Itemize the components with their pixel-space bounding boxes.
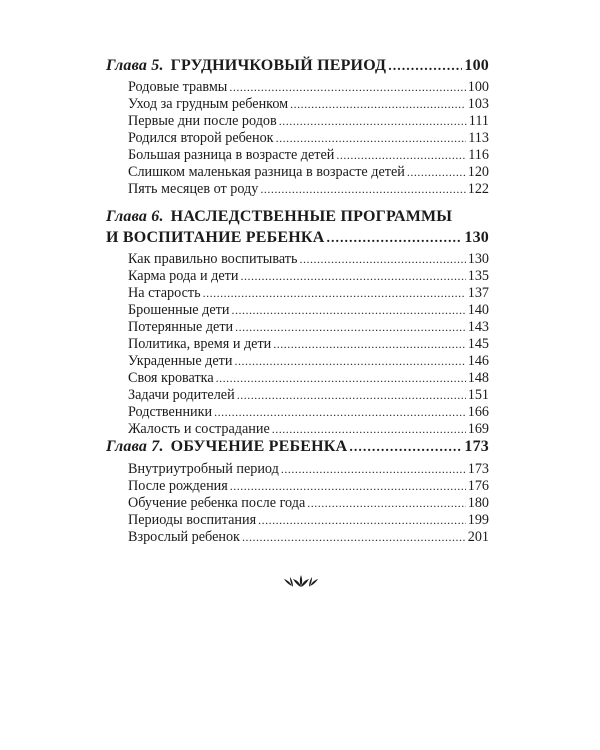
dot-leader — [299, 251, 465, 268]
toc-entry — [128, 370, 489, 387]
dot-leader — [203, 285, 466, 302]
chapter-label: Глава 6. — [106, 208, 164, 225]
entry-title: Потерянные дети — [128, 319, 234, 335]
chapter-title-line2: И ВОСПИТАНИЕ РЕБЕНКА — [106, 229, 325, 246]
entry-page-number: 143 — [467, 319, 489, 335]
toc-entry — [128, 147, 489, 164]
entry-title: Взрослый ребенок — [128, 529, 240, 545]
entry-page-number: 130 — [467, 251, 489, 267]
entry-title: Родственники — [128, 404, 213, 420]
entry-page-number: 148 — [467, 370, 489, 386]
toc-entry — [128, 319, 489, 336]
dot-leader — [214, 404, 466, 421]
entry-page-number: 169 — [467, 421, 489, 437]
dot-leader — [349, 440, 462, 456]
toc-entry — [128, 285, 489, 302]
toc-entry — [128, 79, 489, 96]
entry-page-number: 176 — [467, 478, 489, 494]
entry-title: Украденные дети — [128, 353, 233, 369]
chapter-label: Глава 7. — [106, 438, 164, 455]
chapter-heading — [106, 57, 489, 75]
toc-entry — [128, 336, 489, 353]
toc-entry — [128, 495, 489, 512]
entry-title: Пять месяцев от роду — [128, 181, 259, 197]
entry-title: На старость — [128, 285, 201, 301]
entry-page-number: 201 — [467, 529, 489, 545]
entry-page-number: 146 — [467, 353, 489, 369]
entry-page-number: 199 — [467, 512, 489, 528]
entry-title: После рождения — [128, 478, 228, 494]
entry-title: Как правильно воспитывать — [128, 251, 298, 267]
entry-page-number: 120 — [467, 164, 489, 180]
entry-page-number: 180 — [467, 495, 489, 511]
entry-page-number: 111 — [468, 113, 489, 129]
entry-page-number: 113 — [468, 130, 489, 146]
entry-title: Задачи родителей — [128, 387, 235, 403]
entry-page-number: 122 — [467, 181, 489, 197]
chapter-page-number: 100 — [464, 57, 489, 74]
dot-leader — [260, 181, 465, 198]
entry-page-number: 151 — [467, 387, 489, 403]
toc-entry — [128, 353, 489, 370]
dot-leader — [276, 130, 467, 147]
entry-page-number: 140 — [467, 302, 489, 318]
entry-title: Первые дни после родов — [128, 113, 277, 129]
dot-leader — [290, 96, 466, 113]
dot-leader — [235, 319, 466, 336]
toc-entry — [128, 164, 489, 181]
dot-leader — [234, 353, 465, 370]
floral-ornament-icon — [283, 574, 319, 588]
toc-entry — [128, 181, 489, 198]
toc-entry — [128, 512, 489, 529]
chapter-page-number: 130 — [464, 229, 489, 246]
dot-leader — [258, 512, 466, 529]
entry-page-number: 166 — [467, 404, 489, 420]
entry-title: Брошенные дети — [128, 302, 230, 318]
entry-title: Родовые травмы — [128, 79, 228, 95]
dot-leader — [229, 79, 465, 96]
dot-leader — [336, 147, 466, 164]
chapter-heading-continued — [106, 229, 489, 247]
dot-leader — [281, 461, 466, 478]
dot-leader — [388, 59, 462, 75]
entry-title: Родился второй ребенок — [128, 130, 274, 146]
dot-leader — [307, 495, 465, 512]
toc-entry — [128, 268, 489, 285]
entry-title: Периоды воспитания — [128, 512, 257, 528]
dot-leader — [216, 370, 466, 387]
dot-leader — [273, 336, 465, 353]
entry-title: Обучение ребенка после года — [128, 495, 306, 511]
dot-leader — [230, 478, 466, 495]
toc-entry — [128, 461, 489, 478]
dot-leader — [240, 268, 465, 285]
entry-title: Внутриутробный период — [128, 461, 279, 477]
chapter-heading — [106, 438, 489, 456]
entry-title: Карма рода и дети — [128, 268, 239, 284]
entry-page-number: 103 — [467, 96, 489, 112]
toc-entry — [128, 529, 489, 546]
toc-entry — [128, 130, 489, 147]
chapter-heading — [106, 208, 489, 226]
toc-entry — [128, 478, 489, 495]
toc-entry — [128, 302, 489, 319]
chapter-page-number: 173 — [464, 438, 489, 455]
entry-page-number: 145 — [467, 336, 489, 352]
dot-leader — [279, 113, 467, 130]
chapter-title: ГРУДНИЧКОВЫЙ ПЕРИОД — [170, 57, 387, 74]
entry-title: Большая разница в возрасте детей — [128, 147, 335, 163]
entry-title: Слишком маленькая разница в возрасте детей — [128, 164, 405, 180]
entry-page-number: 137 — [467, 285, 489, 301]
entry-title: Политика, время и дети — [128, 336, 272, 352]
toc-entry — [128, 113, 489, 130]
toc-entry — [128, 404, 489, 421]
chapter-label: Глава 5. — [106, 57, 164, 74]
dot-leader — [327, 231, 463, 247]
toc-entry — [128, 387, 489, 404]
toc-entry — [128, 251, 489, 268]
entry-page-number: 135 — [467, 268, 489, 284]
entry-title: Жалость и сострадание — [128, 421, 270, 437]
entry-page-number: 116 — [468, 147, 489, 163]
dot-leader — [272, 421, 466, 438]
chapter-title: НАСЛЕДСТВЕННЫЕ ПРОГРАММЫ — [170, 208, 453, 225]
entry-page-number: 100 — [467, 79, 489, 95]
chapter-title: ОБУЧЕНИЕ РЕБЕНКА — [170, 438, 348, 455]
toc-entry — [128, 96, 489, 113]
entry-page-number: 173 — [467, 461, 489, 477]
entry-title: Своя кроватка — [128, 370, 214, 386]
dot-leader — [237, 387, 466, 404]
toc-entry — [128, 421, 489, 438]
entry-title: Уход за грудным ребенком — [128, 96, 289, 112]
dot-leader — [231, 302, 465, 319]
dot-leader — [407, 164, 466, 181]
dot-leader — [242, 529, 466, 546]
